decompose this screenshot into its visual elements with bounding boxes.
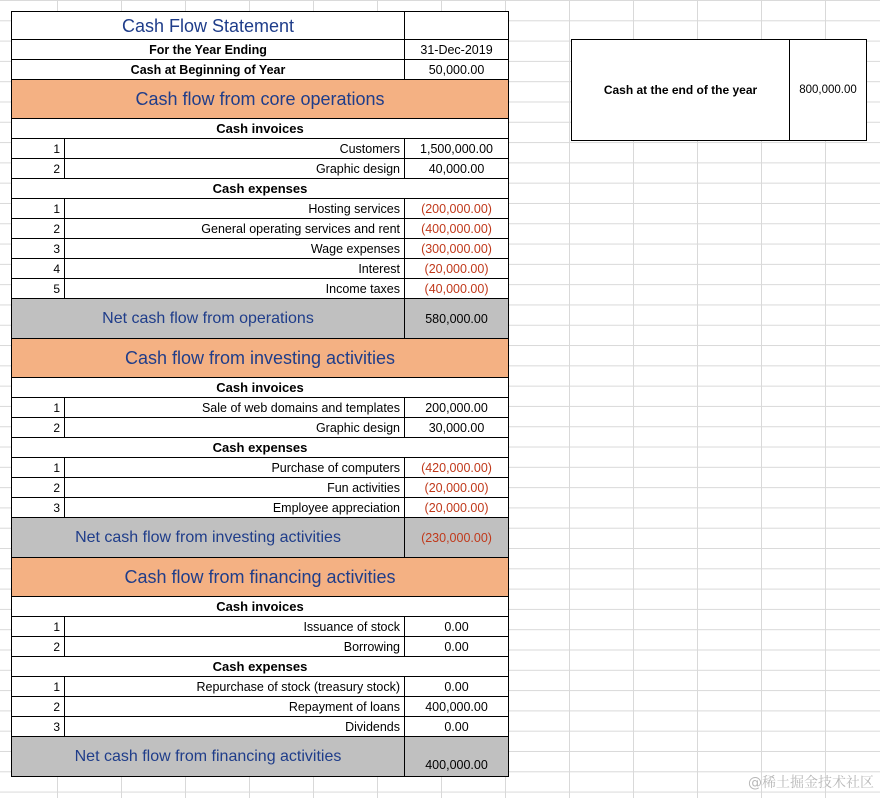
table-row xyxy=(12,279,509,299)
table-row xyxy=(12,617,509,637)
table-row xyxy=(12,717,509,737)
table-row xyxy=(12,498,509,518)
table-row xyxy=(12,139,509,159)
row-number[interactable]: 2 xyxy=(12,697,65,717)
end-of-year-cash-label[interactable]: Cash at the end of the year xyxy=(572,40,790,141)
row-label[interactable]: Wage expenses xyxy=(65,239,405,259)
row-label[interactable]: Dividends xyxy=(65,717,405,737)
table-row xyxy=(12,697,509,717)
table-row xyxy=(12,677,509,697)
table-row xyxy=(12,458,509,478)
row-number[interactable]: 2 xyxy=(12,478,65,498)
row-number[interactable]: 2 xyxy=(12,219,65,239)
row-value[interactable]: (200,000.00) xyxy=(405,199,509,219)
row-label[interactable]: Issuance of stock xyxy=(65,617,405,637)
row-label[interactable]: Hosting services xyxy=(65,199,405,219)
table-row xyxy=(12,637,509,657)
statement-title[interactable]: Cash Flow Statement xyxy=(12,12,405,40)
net-investing-row xyxy=(12,518,509,558)
financing-header-row xyxy=(12,558,509,597)
investing-invoices-subheader xyxy=(12,378,509,398)
row-number[interactable]: 3 xyxy=(12,717,65,737)
section-header-operations[interactable]: Cash flow from core operations xyxy=(12,80,509,119)
row-number[interactable]: 1 xyxy=(12,458,65,478)
row-number[interactable]: 1 xyxy=(12,139,65,159)
row-label[interactable]: General operating services and rent xyxy=(65,219,405,239)
row-label[interactable]: Fun activities xyxy=(65,478,405,498)
financing-expenses-subheader xyxy=(12,657,509,677)
row-label[interactable]: Employee appreciation xyxy=(65,498,405,518)
row-label[interactable]: Repayment of loans xyxy=(65,697,405,717)
row-value[interactable]: 0.00 xyxy=(405,717,509,737)
net-investing-value[interactable]: (230,000.00) xyxy=(405,518,509,558)
net-financing-value[interactable]: 400,000.00 xyxy=(405,737,509,777)
table-row xyxy=(12,418,509,438)
row-value[interactable]: 40,000.00 xyxy=(405,159,509,179)
row-label[interactable]: Borrowing xyxy=(65,637,405,657)
row-value[interactable]: 200,000.00 xyxy=(405,398,509,418)
watermark: @稀土掘金技术社区 xyxy=(748,775,874,791)
investing-header-row xyxy=(12,339,509,378)
row-number[interactable]: 4 xyxy=(12,259,65,279)
row-label[interactable]: Sale of web domains and templates xyxy=(65,398,405,418)
net-financing-label[interactable]: Net cash flow from financing activities xyxy=(12,737,405,777)
table-row xyxy=(12,159,509,179)
operations-expenses-subheader xyxy=(12,179,509,199)
net-operations-value[interactable]: 580,000.00 xyxy=(405,299,509,339)
row-number[interactable]: 2 xyxy=(12,637,65,657)
begin-cash-label[interactable]: Cash at Beginning of Year xyxy=(12,60,405,80)
subheader-cash-expenses[interactable]: Cash expenses xyxy=(12,657,509,677)
subheader-cash-expenses[interactable]: Cash expenses xyxy=(12,438,509,458)
begin-cash-value[interactable]: 50,000.00 xyxy=(405,60,509,80)
row-value[interactable]: 0.00 xyxy=(405,677,509,697)
end-of-year-cash-value[interactable]: 800,000.00 xyxy=(790,40,867,141)
title-value-cell[interactable] xyxy=(405,12,509,40)
financing-invoices-subheader xyxy=(12,597,509,617)
section-header-financing[interactable]: Cash flow from financing activities xyxy=(12,558,509,597)
begin-cash-row xyxy=(12,60,509,80)
row-number[interactable]: 5 xyxy=(12,279,65,299)
subheader-cash-invoices[interactable]: Cash invoices xyxy=(12,119,509,139)
title-row xyxy=(12,12,509,40)
row-value[interactable]: 400,000.00 xyxy=(405,697,509,717)
operations-header-row xyxy=(12,80,509,119)
table-row xyxy=(12,239,509,259)
subheader-cash-expenses[interactable]: Cash expenses xyxy=(12,179,509,199)
row-value[interactable]: 0.00 xyxy=(405,637,509,657)
row-value[interactable]: (20,000.00) xyxy=(405,498,509,518)
row-value[interactable]: (20,000.00) xyxy=(405,478,509,498)
year-ending-row xyxy=(12,40,509,60)
net-operations-row xyxy=(12,299,509,339)
row-label[interactable]: Graphic design xyxy=(65,159,405,179)
net-operations-label[interactable]: Net cash flow from operations xyxy=(12,299,405,339)
row-label[interactable]: Income taxes xyxy=(65,279,405,299)
row-value[interactable]: (400,000.00) xyxy=(405,219,509,239)
section-header-investing[interactable]: Cash flow from investing activities xyxy=(12,339,509,378)
table-row xyxy=(12,259,509,279)
row-label[interactable]: Customers xyxy=(65,139,405,159)
end-of-year-cash-box xyxy=(571,39,867,141)
table-row xyxy=(12,478,509,498)
table-row xyxy=(12,219,509,239)
row-number[interactable]: 1 xyxy=(12,677,65,697)
row-number[interactable]: 1 xyxy=(12,199,65,219)
subheader-cash-invoices[interactable]: Cash invoices xyxy=(12,378,509,398)
row-label[interactable]: Repurchase of stock (treasury stock) xyxy=(65,677,405,697)
row-label[interactable]: Graphic design xyxy=(65,418,405,438)
year-ending-label[interactable]: For the Year Ending xyxy=(12,40,405,60)
row-value[interactable]: 30,000.00 xyxy=(405,418,509,438)
row-value[interactable]: (420,000.00) xyxy=(405,458,509,478)
row-number[interactable]: 1 xyxy=(12,398,65,418)
subheader-cash-invoices[interactable]: Cash invoices xyxy=(12,597,509,617)
row-number[interactable]: 3 xyxy=(12,239,65,259)
row-value[interactable]: 1,500,000.00 xyxy=(405,139,509,159)
row-number[interactable]: 1 xyxy=(12,617,65,637)
row-value[interactable]: (40,000.00) xyxy=(405,279,509,299)
row-value[interactable]: (20,000.00) xyxy=(405,259,509,279)
row-label[interactable]: Purchase of computers xyxy=(65,458,405,478)
row-value[interactable]: 0.00 xyxy=(405,617,509,637)
table-row xyxy=(12,398,509,418)
net-investing-label[interactable]: Net cash flow from investing activities xyxy=(12,518,405,558)
row-value[interactable]: (300,000.00) xyxy=(405,239,509,259)
row-label[interactable]: Interest xyxy=(65,259,405,279)
table-row xyxy=(12,199,509,219)
net-financing-row xyxy=(12,737,509,777)
row-number[interactable]: 2 xyxy=(12,418,65,438)
year-ending-value[interactable]: 31-Dec-2019 xyxy=(405,40,509,60)
operations-invoices-subheader xyxy=(12,119,509,139)
row-number[interactable]: 3 xyxy=(12,498,65,518)
cash-flow-statement-table xyxy=(11,11,509,777)
investing-expenses-subheader xyxy=(12,438,509,458)
row-number[interactable]: 2 xyxy=(12,159,65,179)
